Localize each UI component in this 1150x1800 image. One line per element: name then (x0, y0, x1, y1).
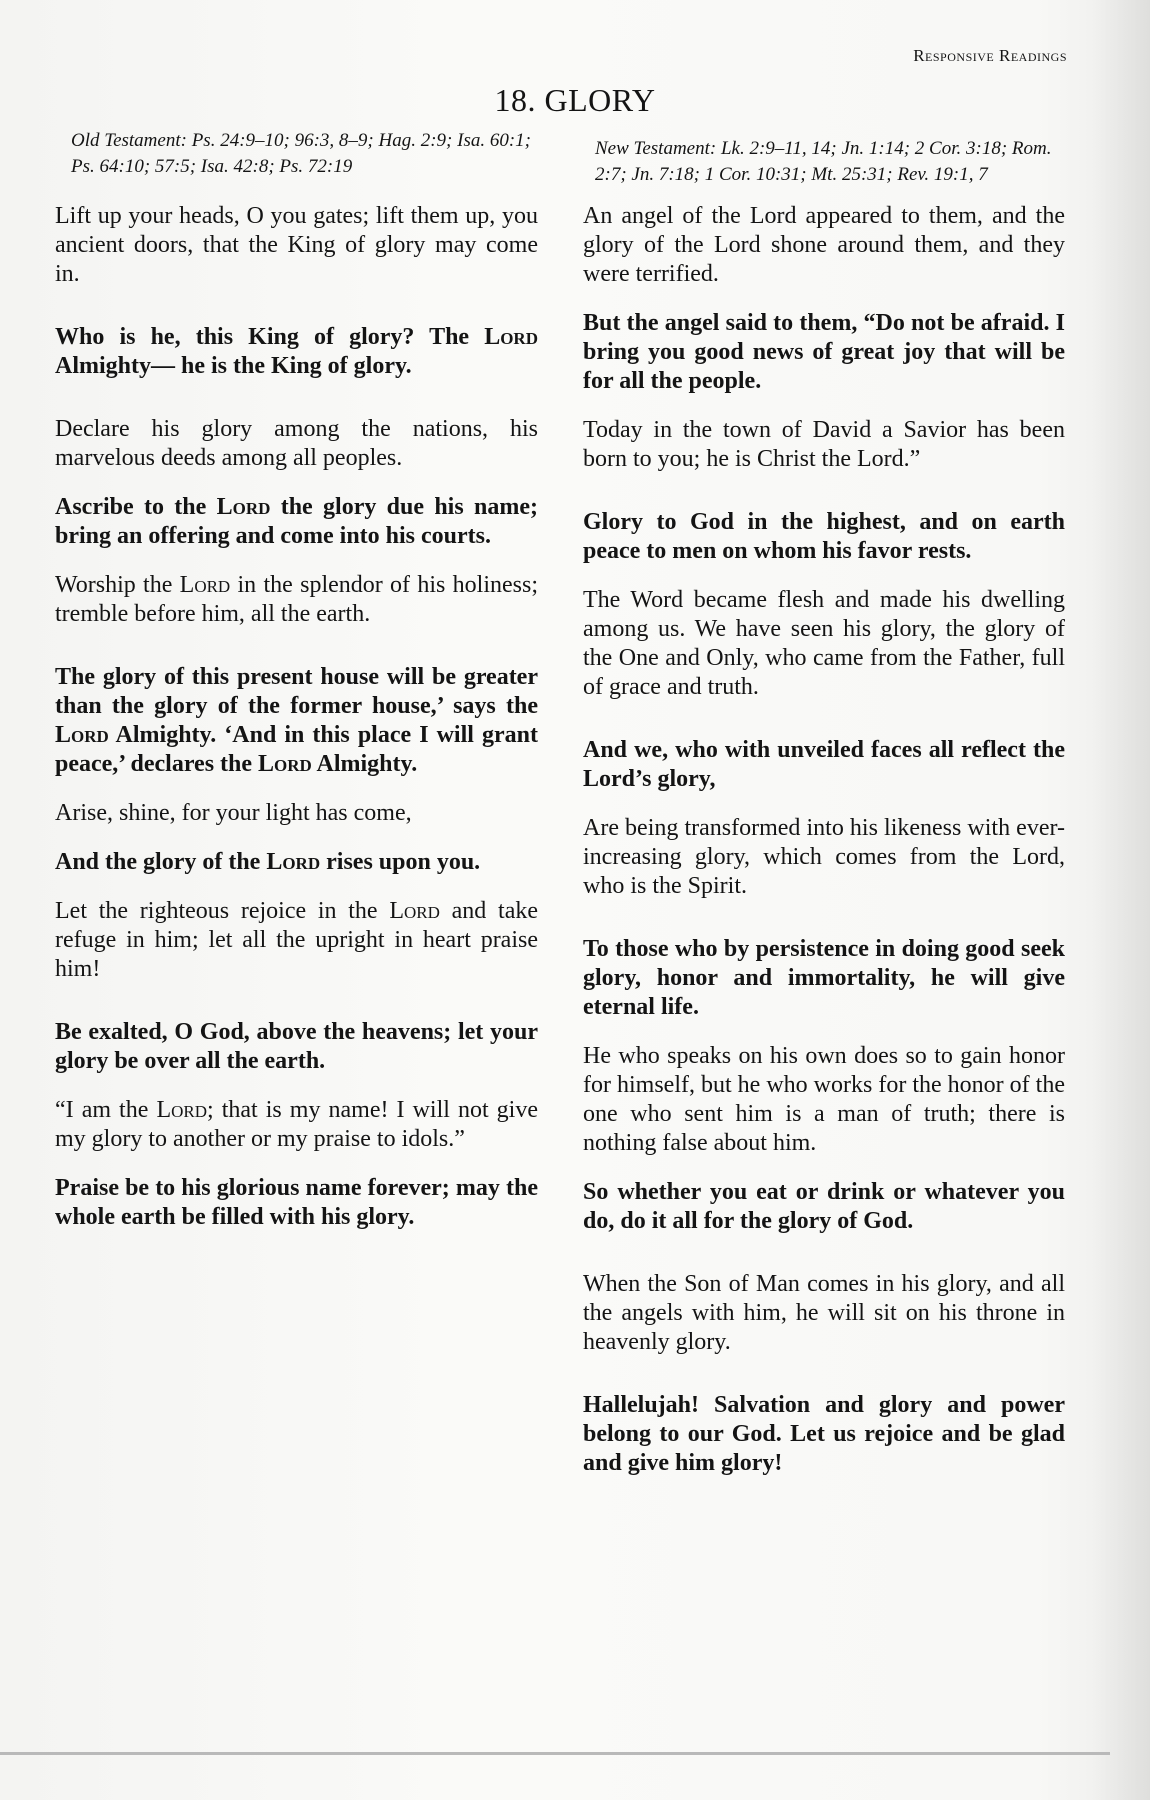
reading-leader: An angel of the Lord appeared to them, and the glory of the Lord shone around them, and they were terrified. (583, 203, 1065, 287)
new-testament-references: New Testament: Lk. 2:9–11, 14; Jn. 1:14; 2 Cor. 3:18; Rom. 2:7; Jn. 7:18; 1 Cor. 10:31; Mt. 25:31; Rev. 19:1, 7 (595, 138, 1052, 185)
reading-response: The glory of this present house will be greater than the glory of the former house,’ says the Lord Almighty. ‘And in this place I will grant peace,’ declares the Lord Almighty. (55, 664, 538, 777)
reading-leader: He who speaks on his own does so to gain honor for himself, but he who works for the honor of the one who sent him is a man of truth; there is nothing false about him. (583, 1043, 1065, 1156)
reading-response: But the angel said to them, “Do not be afraid. I bring you good news of great joy that will be for all the people. (583, 310, 1065, 394)
reading-leader: When the Son of Man comes in his glory, and all the angels with him, he will sit on his throne in heavenly glory. (583, 1271, 1065, 1355)
reading-leader: Let the righteous rejoice in the Lord and take refuge in him; let all the upright in heart praise him! (55, 898, 538, 982)
reading-response: Praise be to his glorious name forever; may the whole earth be filled with his glory. (55, 1175, 538, 1230)
page-bottom-edge (0, 1752, 1110, 1755)
reading-response: To those who by persistence in doing good seek glory, honor and immortality, he will give eternal life. (583, 936, 1065, 1020)
reading-leader: Worship the Lord in the splendor of his holiness; tremble before him, all the earth. (55, 572, 538, 627)
new-testament-column (583, 128, 1065, 1498)
page-curl-shadow (1090, 0, 1150, 1800)
reading-leader: Are being transformed into his likeness with ever-increasing glory, which comes from the Lord, who is the Spirit. (583, 815, 1065, 899)
old-testament-column (55, 128, 538, 1252)
page-title: 18. GLORY (494, 82, 656, 118)
reading-leader: The Word became flesh and made his dwelling among us. We have seen his glory, the glory of the One and Only, who came from the Father, full of grace and truth. (583, 587, 1065, 700)
reading-response: Glory to God in the highest, and on earth peace to men on whom his favor rests. (583, 509, 1065, 564)
reading-leader: Lift up your heads, O you gates; lift them up, you ancient doors, that the King of glory may come in. (55, 203, 538, 287)
reading-response: Who is he, this King of glory? The Lord Almighty— he is the King of glory. (55, 324, 538, 379)
reading-response: Be exalted, O God, above the heavens; let your glory be over all the earth. (55, 1019, 538, 1074)
reading-leader: “I am the Lord; that is my name! I will not give my glory to another or my praise to idols.” (55, 1097, 538, 1152)
reading-leader: Today in the town of David a Savior has been born to you; he is Christ the Lord.” (583, 417, 1065, 472)
running-head: Responsive Readings (913, 46, 1067, 65)
reading-leader: Arise, shine, for your light has come, (55, 800, 412, 826)
reading-leader: Declare his glory among the nations, his marvelous deeds among all peoples. (55, 416, 538, 471)
reading-response: Hallelujah! Salvation and glory and power belong to our God. Let us rejoice and be glad and give him glory! (583, 1392, 1065, 1476)
reading-response: And the glory of the Lord rises upon you. (55, 849, 481, 875)
reading-response: So whether you eat or drink or whatever you do, do it all for the glory of God. (583, 1179, 1065, 1234)
reading-response: And we, who with unveiled faces all reflect the Lord’s glory, (583, 737, 1065, 792)
old-testament-references: Old Testament: Ps. 24:9–10; 96:3, 8–9; Hag. 2:9; Isa. 60:1; Ps. 64:10; 57:5; Isa. 42:8; Ps. 72:19 (71, 130, 531, 177)
reading-response: Ascribe to the Lord the glory due his name; bring an offering and come into his courts. (55, 494, 538, 549)
